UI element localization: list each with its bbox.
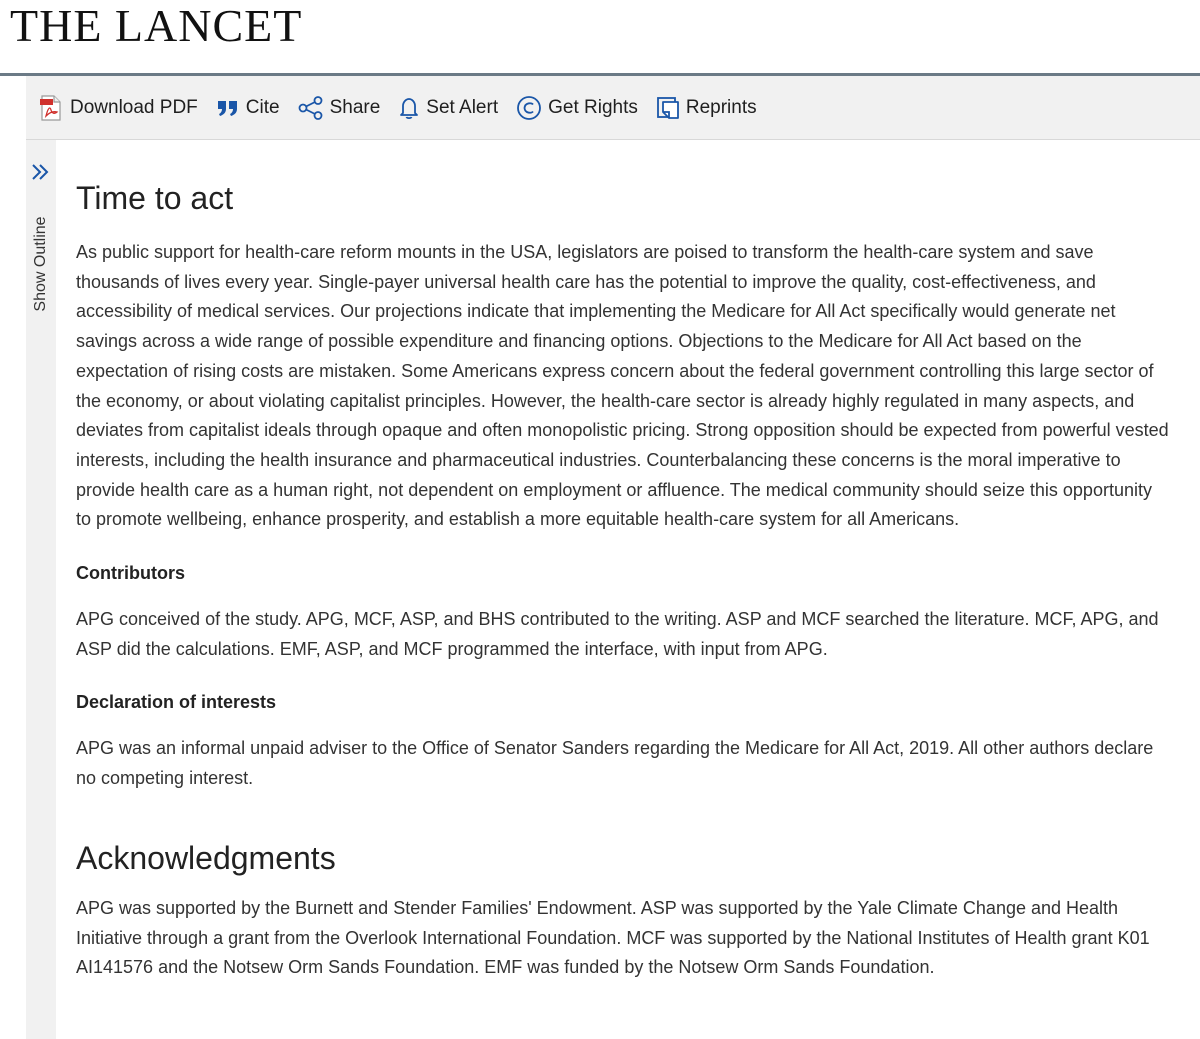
section-paragraph: As public support for health-care reform mounts in the USA, legislators are poised to transform the health-care system and save thousands of lives every year. Single-payer universal health care has the potential to improve the quality, cost-effectiveness, and accessibility of medical services. Our projections indicate that implementing the Medicare for All Act specifically would generate net savings across a wide range of possible expenditure and financing options. Objections to the Medicare for All Act based on the expectation of rising costs are mistaken. Some Americans express concern about the federal government controlling this large sector of the economy, or about violating capitalist principles. However, the health-care sector is already highly regulated in many aspects, and deviates from capitalist ideals through opaque and often monopolistic pricing. Strong opposition should be expected from powerful vested interests, including the health insurance and pharmaceutical industries. Counterbalancing these concerns is the moral imperative to provide health care as a human right, not dependent on employment or affluence. The medical community should seize this opportunity to promote wellbeing, enhance prosperity, and establish a more equitable health-care system for all Americans. [76,242,1169,530]
download-pdf-label: Download PDF [70,96,198,118]
download-pdf-button[interactable] [38,92,198,124]
article-toolbar [26,76,1200,140]
reprints-button[interactable] [656,92,757,124]
contributors-heading: Contributors [76,563,185,584]
interests-paragraph: APG was an informal unpaid adviser to the Office of Senator Sanders regarding the Medicare for All Act, 2019. All other authors declare no competing interest. [76,738,1154,789]
set-alert-label: Set Alert [426,96,499,118]
section-title: Time to act [76,180,234,216]
cite-label: Cite [245,96,280,118]
outline-sidebar [26,140,56,1039]
show-outline-toggle[interactable] [26,154,56,314]
share-label: Share [329,96,381,118]
contributors-paragraph: APG conceived of the study. APG, MCF, ASP, and BHS contributed to the writing. ASP and MCF searched the literature. MCF, APG, and ASP did the calculations. EMF, ASP, and MCF programmed the interface, with input from APG. [76,609,1159,659]
journal-logo[interactable]: THE LANCET [10,0,303,51]
acknowledgments-heading: Acknowledgments [76,839,336,876]
masthead [0,0,1200,74]
share-icon [298,96,324,120]
get-rights-button[interactable] [516,92,638,124]
share-button[interactable] [298,92,381,124]
double-chevron-right-icon [30,162,52,182]
cite-button[interactable] [216,92,280,124]
reprints-icon [656,96,680,120]
set-alert-button[interactable] [398,92,498,124]
article-content [76,160,1171,983]
acknowledgments-paragraph: APG was supported by the Burnett and Stender Families' Endowment. ASP was supported by the Yale Climate Change and Health Initiative through a grant from the Overlook International Foundation. MCF was supported by the National Institutes of Health grant K01 AI141576 and the Notsew Orm Sands Foundation. EMF was funded by the Notsew Orm Sands Foundation. [76,897,1150,978]
pdf-icon [38,94,64,122]
reprints-label: Reprints [685,96,757,118]
quote-icon [216,97,240,119]
get-rights-label: Get Rights [548,96,638,118]
show-outline-label: Show Outline [32,216,49,312]
bell-icon [398,96,420,120]
interests-heading: Declaration of interests [76,692,277,713]
copyright-icon [516,95,542,121]
